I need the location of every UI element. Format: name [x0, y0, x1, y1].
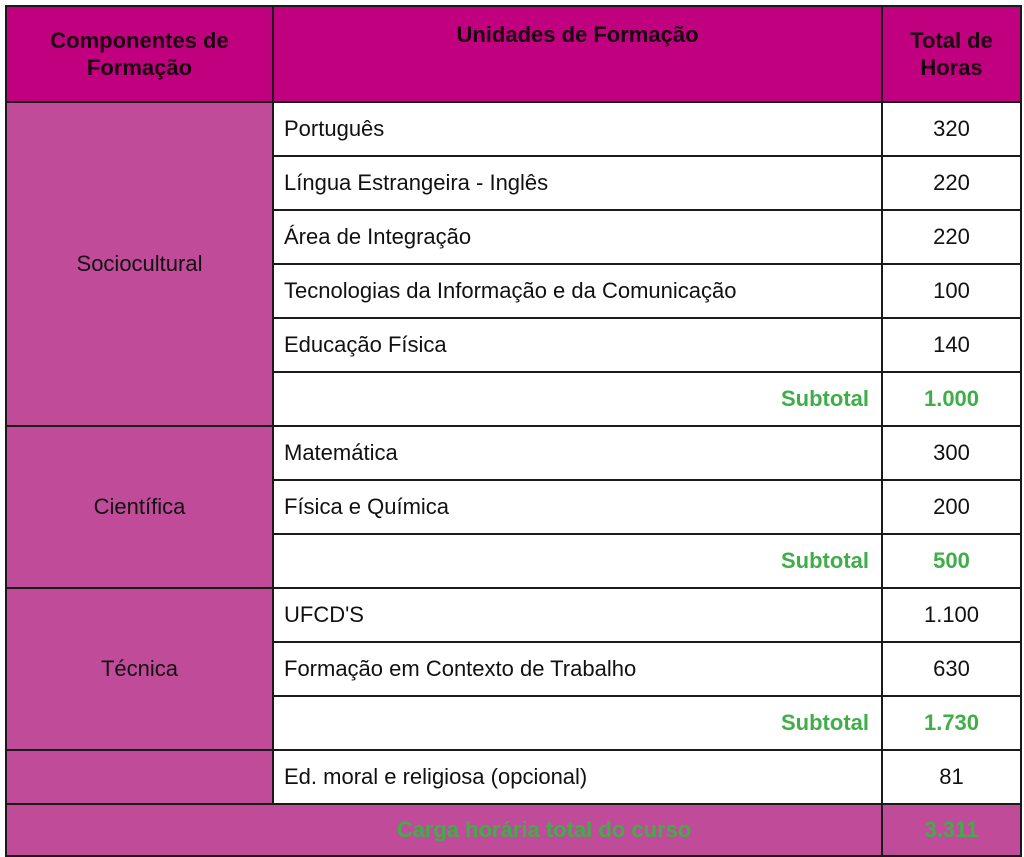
component-name: Técnica	[6, 588, 273, 750]
course-hours-table	[5, 5, 1022, 857]
subtotal-hours: 500	[882, 534, 1021, 588]
unit-hours: 320	[882, 102, 1021, 156]
subtotal-hours: 1.000	[882, 372, 1021, 426]
header-hours: Total de Horas	[882, 6, 1021, 102]
header-row	[6, 6, 1021, 102]
header-components: Componentes de Formação	[6, 6, 273, 102]
unit-hours: 140	[882, 318, 1021, 372]
unit-hours: 100	[882, 264, 1021, 318]
unit-name: Educação Física	[273, 318, 882, 372]
total-row	[6, 804, 1021, 856]
component-name: Sociocultural	[6, 102, 273, 426]
optional-component-cell	[6, 750, 273, 804]
unit-name: Tecnologias da Informação e da Comunicação	[273, 264, 882, 318]
table-row	[6, 426, 1021, 480]
table-row	[6, 588, 1021, 642]
unit-name: Formação em Contexto de Trabalho	[273, 642, 882, 696]
unit-name: Língua Estrangeira - Inglês	[273, 156, 882, 210]
unit-hours: 200	[882, 480, 1021, 534]
unit-name: Matemática	[273, 426, 882, 480]
header-units: Unidades de Formação	[273, 6, 882, 102]
unit-hours: 300	[882, 426, 1021, 480]
optional-row	[6, 750, 1021, 804]
total-hours: 3.311	[882, 804, 1021, 856]
unit-name: Física e Química	[273, 480, 882, 534]
subtotal-label: Subtotal	[273, 534, 882, 588]
unit-name: UFCD'S	[273, 588, 882, 642]
unit-hours: 81	[882, 750, 1021, 804]
unit-name: Área de Integração	[273, 210, 882, 264]
unit-hours: 1.100	[882, 588, 1021, 642]
table-row	[6, 102, 1021, 156]
unit-hours: 220	[882, 156, 1021, 210]
unit-name: Português	[273, 102, 882, 156]
component-name: Científica	[6, 426, 273, 588]
subtotal-hours: 1.730	[882, 696, 1021, 750]
total-label: Carga horária total do curso	[6, 804, 882, 856]
unit-hours: 220	[882, 210, 1021, 264]
subtotal-label: Subtotal	[273, 372, 882, 426]
unit-name: Ed. moral e religiosa (opcional)	[273, 750, 882, 804]
subtotal-label: Subtotal	[273, 696, 882, 750]
unit-hours: 630	[882, 642, 1021, 696]
